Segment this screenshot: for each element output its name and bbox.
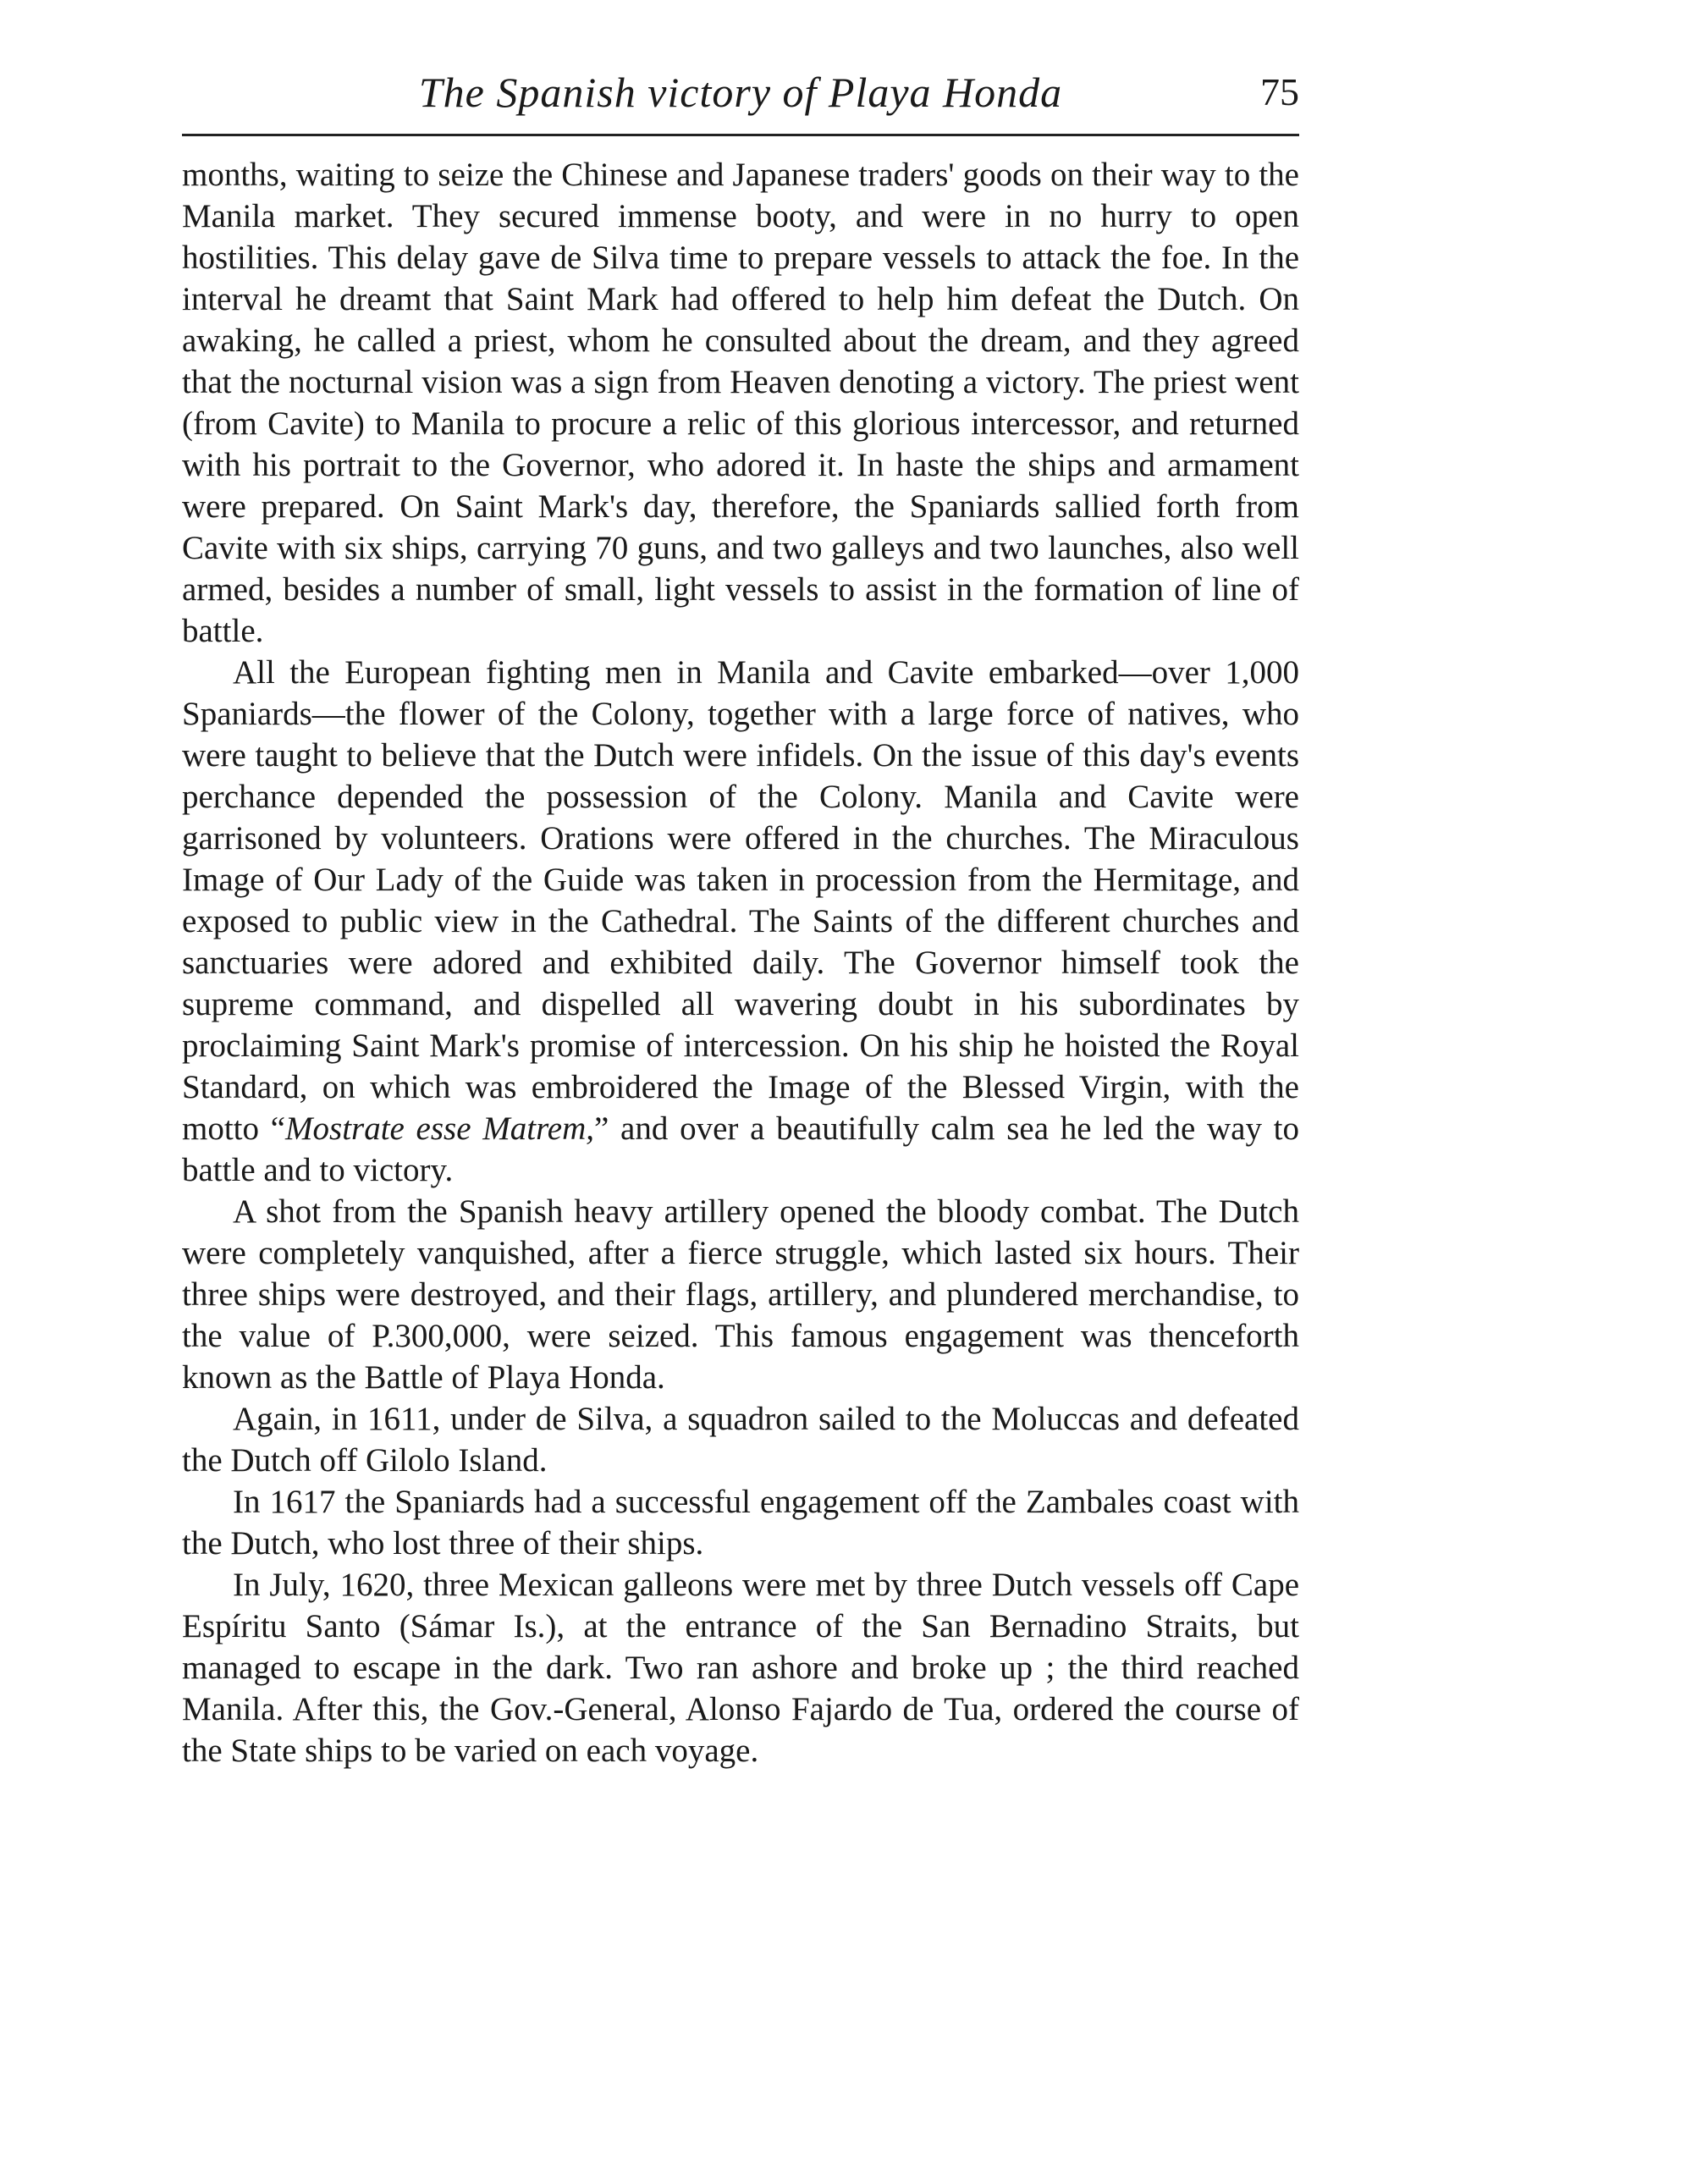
paragraph-6: In July, 1620, three Mexican galleons were met by three Dutch vessels off Cape Espíritu Santo (Sámar Is.), at the entrance of the San Bernadino Straits, but managed to escape in the dark. Two ran ashore and broke up ; the third reached Manila. After this, the Gov.-General, Alonso Fajardo de Tua, ordered the course of the State ships to be varied on each voyage.	[182, 1567, 1299, 1769]
running-title: The Spanish victory of Playa Honda	[418, 69, 1063, 116]
paragraph-4: Again, in 1611, under de Silva, a squadron sailed to the Moluccas and defeated the Dutch off Gilolo Island.	[182, 1401, 1299, 1479]
page-number: 75	[1260, 70, 1299, 113]
paragraph-2-text-after: ” and over a beautifully calm sea he led the way to battle and to victory.	[182, 1110, 1299, 1188]
paragraph-1: months, waiting to seize the Chinese and Japanese traders' goods on their way to the Manila market. They secured immense booty, and were in no hurry to open hostilities. This delay gave de Silva time to prepare vessels to attack the foe. In the interval he dreamt that Saint Mark had offered to help him defeat the Dutch. On awaking, he called a priest, whom he consulted about the dream, and they agreed that the nocturnal vision was a sign from Heaven denoting a victory. The priest went (from Cavite) to Manila to procure a relic of this glorious intercessor, and returned with his portrait to the Governor, who adored it. In haste the ships and armament were prepared. On Saint Mark's day, therefore, the Spaniards sallied forth from Cavite with six ships, carrying 70 guns, and two galleys and two launches, also well armed, besides a number of small, light vessels to assist in the formation of line of battle.	[182, 157, 1299, 649]
paragraph-5: In 1617 the Spaniards had a successful engagement off the Zambales coast with the Dutch, who lost three of their ships.	[182, 1484, 1299, 1562]
paragraph-2	[182, 652, 1299, 1191]
header-rule	[182, 134, 1299, 136]
book-page	[182, 59, 1299, 1769]
motto-text: Mostrate esse Matrem,	[285, 1110, 595, 1147]
paragraph-3: A shot from the Spanish heavy artillery opened the bloody combat. The Dutch were completely vanquished, after a fierce struggle, which lasted six hours. Their three ships were destroyed, and their flags, artillery, and plundered merchandise, to the value of P.300,000, were seized. This famous engagement was thenceforth known as the Battle of Playa Honda.	[182, 1193, 1299, 1396]
page-header	[182, 59, 1299, 127]
paragraph-2-text-before: All the European fighting men in Manila and Cavite embarked—over 1,000 Spaniards—the flower of the Colony, together with a large force of natives, who were taught to believe that the Dutch were infidels. On the issue of this day's events perchance depended the possession of the Colony. Manila and Cavite were garrisoned by volunteers. Orations were offered in the churches. The Miraculous Image of Our Lady of the Guide was taken in procession from the Hermitage, and exposed to public view in the Cathedral. The Saints of the different churches and sanctuaries were adored and exhibited daily. The Governor himself took the supreme command, and dispelled all wavering doubt in his subordinates by proclaiming Saint Mark's promise of intercession. On his ship he hoisted the Royal Standard, on which was embroidered the Image of the Blessed Virgin, with the motto “	[182, 654, 1299, 1147]
body-text	[182, 154, 1299, 1771]
